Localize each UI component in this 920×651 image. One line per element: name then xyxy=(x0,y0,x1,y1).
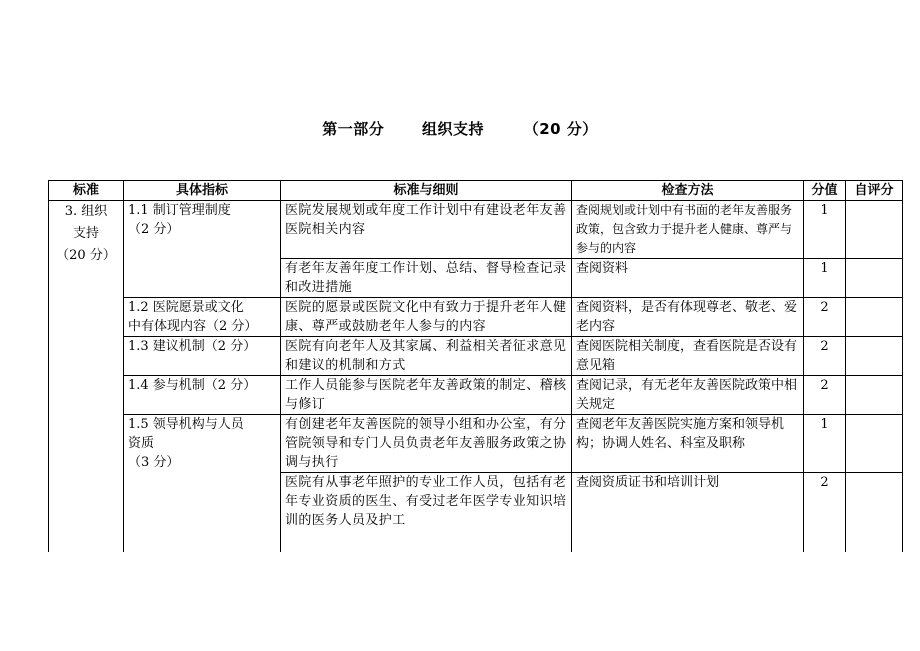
detail-cell: 有老年友善年度工作计划、总结、督导检查记录和改进措施 xyxy=(281,259,572,298)
score-cell: 1 xyxy=(804,259,846,298)
method-cell: 查阅资质证书和培训计划 xyxy=(572,473,804,552)
self-score-cell[interactable] xyxy=(846,415,903,473)
table-row xyxy=(49,201,903,259)
method-cell: 查阅资料，是否有体现尊老、敬老、爱老内容 xyxy=(572,298,804,337)
indicator-line: （3 分） xyxy=(128,455,180,470)
indicator-line: 资质 xyxy=(128,436,155,451)
indicator-1-1 xyxy=(124,201,281,298)
header-score: 分值 xyxy=(804,181,846,201)
page-title xyxy=(0,118,920,139)
header-self-score: 自评分 xyxy=(846,181,903,201)
score-cell: 2 xyxy=(804,298,846,337)
header-indicator: 具体指标 xyxy=(124,181,281,201)
self-score-cell[interactable] xyxy=(846,201,903,259)
title-name: 组织支持 xyxy=(421,120,484,138)
indicator-line: 中有体现内容（2 分） xyxy=(128,319,258,334)
self-score-cell[interactable] xyxy=(846,259,903,298)
table-header-row xyxy=(49,181,903,201)
table-row xyxy=(49,415,903,473)
score-cell: 1 xyxy=(804,201,846,259)
score-cell: 2 xyxy=(804,337,846,376)
indicator-1-4 xyxy=(124,376,281,415)
standard-cell xyxy=(49,201,124,552)
indicator-line: 1.3 建议机制（2 分） xyxy=(128,339,257,354)
self-score-cell[interactable] xyxy=(846,337,903,376)
score-cell: 2 xyxy=(804,376,846,415)
method-cell: 查阅资料 xyxy=(572,259,804,298)
method-cell: 查阅规划或计划中有书面的老年友善服务政策，包含致力于提升老人健康、尊严与参与的内容 xyxy=(572,201,804,259)
standard-line2: 支持 xyxy=(72,226,99,241)
header-standard: 标准 xyxy=(49,181,124,201)
title-points: （20 分） xyxy=(523,120,598,138)
indicator-line: 1.1 制订管理制度 xyxy=(128,203,231,218)
header-method: 检查方法 xyxy=(572,181,804,201)
table-row xyxy=(49,298,903,337)
detail-cell: 医院有从事老年照护的专业工作人员，包括有老年专业资质的医生、有受过老年医学专业知识培训的医务人员及护工 xyxy=(281,473,572,552)
detail-cell: 有创建老年友善医院的领导小组和办公室，有分管院领导和专门人员负责老年友善服务政策之协调与执行 xyxy=(281,415,572,473)
method-cell: 查阅记录，有无老年友善医院政策中相关规定 xyxy=(572,376,804,415)
indicator-line: 1.5 领导机构与人员 xyxy=(128,417,244,432)
indicator-1-5 xyxy=(124,415,281,552)
self-score-cell[interactable] xyxy=(846,376,903,415)
detail-cell: 医院有向老年人及其家属、利益相关者征求意见和建议的机制和方式 xyxy=(281,337,572,376)
evaluation-table xyxy=(48,180,903,552)
indicator-1-3 xyxy=(124,337,281,376)
title-part: 第一部分 xyxy=(322,120,385,138)
standard-line3: （20 分） xyxy=(56,248,116,263)
self-score-cell[interactable] xyxy=(846,298,903,337)
method-cell: 查阅老年友善医院实施方案和领导机构；协调人姓名、科室及职称 xyxy=(572,415,804,473)
header-detail: 标准与细则 xyxy=(281,181,572,201)
standard-line1: 3. 组织 xyxy=(64,204,108,219)
score-cell: 2 xyxy=(804,473,846,552)
detail-cell: 医院的愿景或医院文化中有致力于提升老年人健康、尊严或鼓励老年人参与的内容 xyxy=(281,298,572,337)
score-cell: 1 xyxy=(804,415,846,473)
indicator-line: （2 分） xyxy=(128,222,180,237)
table-row xyxy=(49,337,903,376)
detail-cell: 工作人员能参与医院老年友善政策的制定、稽核与修订 xyxy=(281,376,572,415)
indicator-line: 1.4 参与机制（2 分） xyxy=(128,378,257,393)
self-score-cell[interactable] xyxy=(846,473,903,552)
indicator-1-2 xyxy=(124,298,281,337)
method-cell: 查阅医院相关制度，查看医院是否设有意见箱 xyxy=(572,337,804,376)
table-row xyxy=(49,376,903,415)
indicator-line: 1.2 医院愿景或文化 xyxy=(128,300,244,315)
detail-cell: 医院发展规划或年度工作计划中有建设老年友善医院相关内容 xyxy=(281,201,572,259)
